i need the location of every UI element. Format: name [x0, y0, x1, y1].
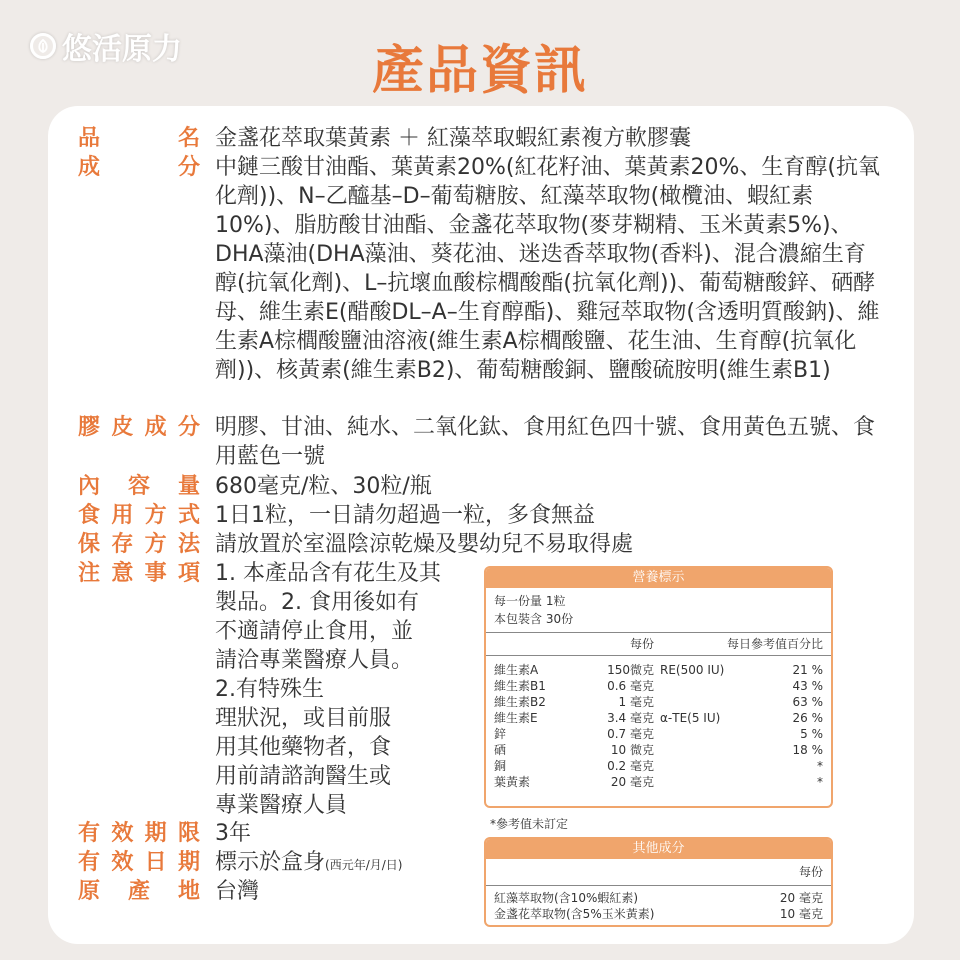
other-amount: 10 毫克 — [779, 907, 823, 921]
caution-line: 製品。2. 食用後如有 — [215, 590, 419, 615]
label-ingredients: 成 分 — [78, 155, 200, 180]
nutrient-amount: 10 微克 — [610, 743, 654, 757]
caution-line: 理狀況，或目前服 — [215, 706, 392, 731]
nutrition-row — [486, 694, 831, 710]
caution-line: 專業醫療人員 — [215, 793, 348, 818]
value-ingredients: 中鏈三酸甘油酯、葉黃素20%(紅花籽油、葉黃素20%、生育醇(抗氧化劑))、N–乙醯基–D–葡萄糖胺、紅藻萃取物(橄欖油、蝦紅素10%)、脂肪酸甘油酯、金盞花萃取物(麥芽糊精、玉米黃素5%)、DHA藻油(DHA藻油、葵花油、迷迭香萃取物(香料)、混合濃縮生育醇(抗氧化劑)、L–抗壞血酸棕櫚酸酯(抗氧化劑))、葡萄糖酸鋅、硒酵母、維生素E(醋酸DL–A–生育醇酯)、雞冠萃取物(含透明質酸鈉)、維生素A棕櫚酸鹽油溶液(維生素A棕櫚酸鹽、花生油、生育醇(抗氧化劑))、核黃素(維生素B2)、葡萄糖酸銅、鹽酸硫胺明(維生素B1) — [215, 155, 880, 383]
serving-size: 每一份量 1粒 — [494, 594, 566, 608]
caution-line: 不適請停止食用，並 — [215, 619, 414, 644]
other-header — [486, 859, 831, 885]
nutrient-daily-pct: * — [817, 775, 823, 789]
caution-line: 2.有特殊生 — [215, 677, 324, 702]
nutrient-iu: α-TE(5 IU) — [660, 711, 721, 725]
nutrition-header — [486, 633, 831, 655]
col-per-serving: 每份 — [629, 637, 654, 651]
nutrient-amount: 3.4 毫克 — [607, 711, 654, 725]
label-expiry: 有效日期 — [78, 850, 200, 875]
other-col-per-serving: 每份 — [798, 865, 823, 879]
nutrition-row — [486, 774, 831, 790]
nutrient-amount: 150微克 — [607, 663, 654, 677]
nutrition-row — [486, 710, 831, 726]
nutrient-name: 維生素B1 — [494, 679, 546, 693]
nutrient-amount: 0.6 毫克 — [607, 679, 654, 693]
nutrient-daily-pct: 43 % — [792, 679, 823, 693]
label-usage: 食用方式 — [78, 503, 200, 528]
servings-per-pack: 本包裝含 30份 — [494, 612, 574, 626]
nutrition-row — [486, 678, 831, 694]
nutrient-iu — [654, 726, 770, 742]
nutrient-name: 維生素A — [494, 663, 539, 677]
caution-line: 用前請諮詢醫生或 — [215, 764, 392, 789]
nutrient-name: 銅 — [494, 759, 507, 773]
other-name: 金盞花萃取物(含5%玉米黃素) — [494, 907, 655, 921]
nutrient-daily-pct: 26 % — [792, 711, 823, 725]
nutrient-name: 鋅 — [494, 727, 507, 741]
nutrient-daily-pct: 18 % — [792, 743, 823, 757]
caution-line: 1. 本產品含有花生及其 — [215, 561, 441, 586]
nutrient-iu — [654, 774, 770, 790]
caution-line: 請洽專業醫療人員。 — [215, 648, 414, 673]
value-storage: 請放置於室溫陰涼乾燥及嬰幼兒不易取得處 — [215, 532, 634, 557]
nutrient-name: 維生素E — [494, 711, 538, 725]
other-title: 其他成分 — [486, 839, 831, 859]
other-row — [486, 906, 831, 922]
value-shelf-life: 3年 — [215, 821, 251, 846]
nutrient-name: 硒 — [494, 743, 507, 757]
brand-name: 悠活原力 — [62, 32, 182, 67]
other-row — [486, 890, 831, 906]
nutrition-footnote: *參考值未訂定 — [490, 817, 569, 831]
other-panel — [484, 837, 833, 927]
label-storage: 保存方法 — [78, 532, 200, 557]
value-usage: 1日1粒，一日請勿超過一粒，多食無益 — [215, 503, 595, 528]
label-content: 內容量 — [78, 474, 200, 499]
nutrition-panel — [484, 566, 833, 808]
value-product-name: 金盞花萃取葉黃素 ＋ 紅藻萃取蝦紅素複方軟膠囊 — [215, 126, 691, 151]
nutrient-daily-pct: 5 % — [800, 727, 823, 741]
label-origin: 原產地 — [78, 879, 200, 904]
expiry-note: (西元年/月/日) — [325, 858, 403, 872]
nutrition-row — [486, 758, 831, 774]
label-product-name: 品 名 — [78, 126, 200, 151]
value-expiry — [215, 848, 402, 880]
value-origin: 台灣 — [215, 879, 260, 904]
nutrition-rows — [486, 662, 831, 790]
nutrient-iu — [654, 742, 770, 758]
nutrient-daily-pct: 21 % — [792, 663, 823, 677]
label-shelf-life: 有效期限 — [78, 821, 200, 846]
nutrient-amount: 0.7 毫克 — [607, 727, 654, 741]
nutrient-iu: RE(500 IU) — [660, 663, 725, 677]
nutrient-iu — [654, 694, 770, 710]
nutrient-name: 葉黃素 — [494, 775, 531, 789]
nutrient-name: 維生素B2 — [494, 695, 546, 709]
nutrition-title: 營養標示 — [486, 568, 831, 588]
other-name: 紅藻萃取物(含10%蝦紅素) — [494, 891, 639, 905]
nutrition-row — [486, 742, 831, 758]
nutrition-row — [486, 726, 831, 742]
nutrient-amount: 20 毫克 — [610, 775, 654, 789]
value-content: 680毫克/粒、30粒/瓶 — [215, 474, 432, 499]
value-capsule: 明膠、甘油、純水、二氧化鈦、食用紅色四十號、食用黃色五號、食用藍色一號 — [215, 415, 876, 469]
col-daily: 每日參考值百分比 — [726, 637, 823, 651]
nutrition-row — [486, 662, 831, 678]
other-amount: 20 毫克 — [779, 891, 823, 905]
nutrient-amount: 1 毫克 — [618, 695, 654, 709]
value-cautions — [215, 559, 455, 820]
nutrient-amount: 0.2 毫克 — [607, 759, 654, 773]
nutrient-daily-pct: * — [817, 759, 823, 773]
label-cautions: 注意事項 — [78, 561, 200, 586]
nutrient-daily-pct: 63 % — [792, 695, 823, 709]
nutrient-iu — [654, 758, 770, 774]
page-title: 產品資訊 — [371, 41, 588, 101]
other-rows — [486, 890, 831, 922]
caution-line: 用其他藥物者，食 — [215, 735, 392, 760]
label-capsule: 膠皮成分 — [78, 415, 200, 440]
nutrient-iu — [654, 678, 770, 694]
expiry-text: 標示於盒身 — [215, 850, 326, 875]
